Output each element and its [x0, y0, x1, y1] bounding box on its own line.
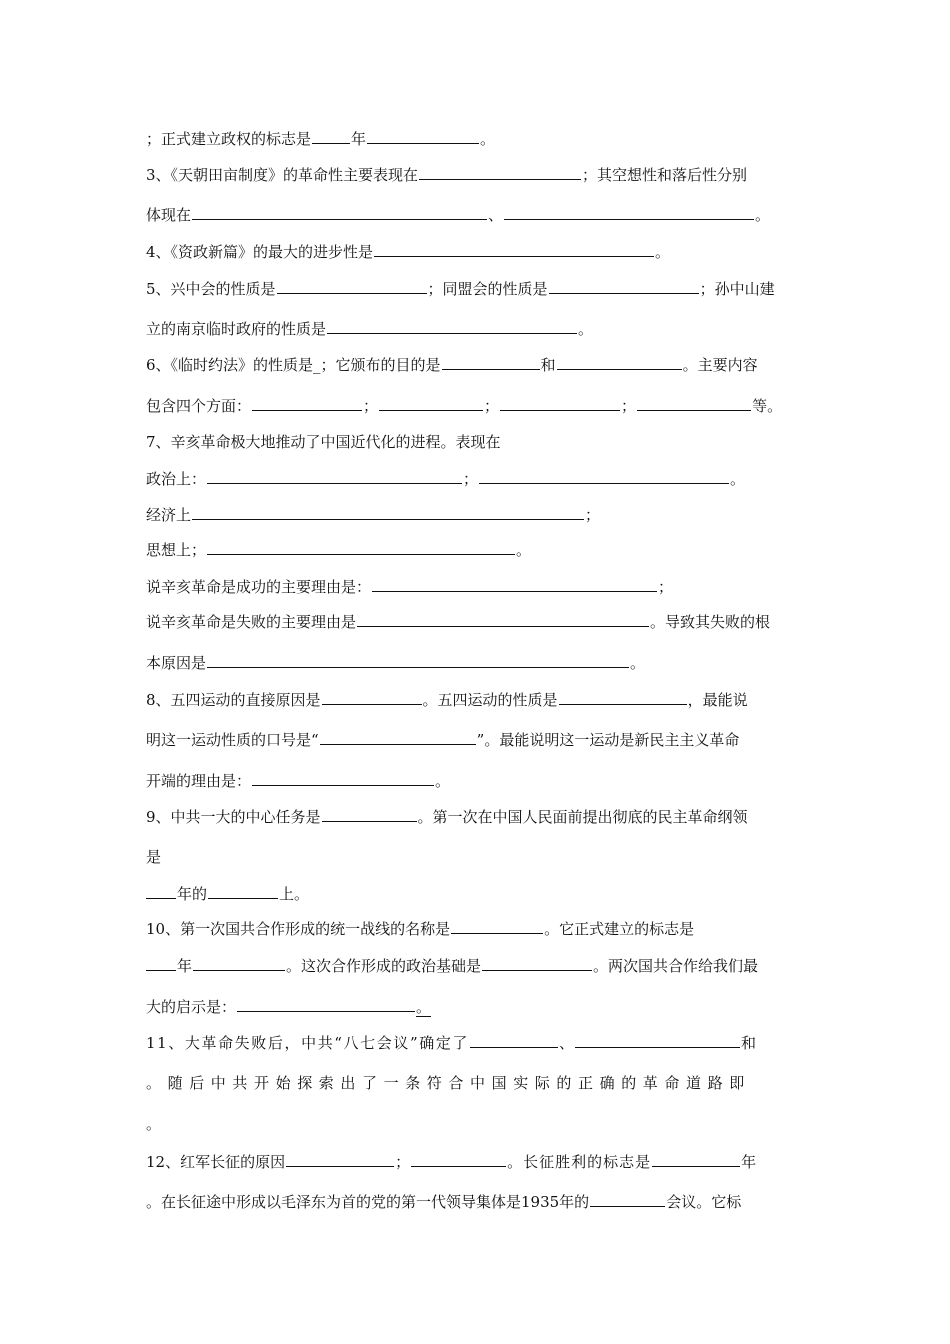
- text-line: 明这一运动性质的口号是“ ”。最能说明这一运动是新民主主义革命: [146, 731, 740, 749]
- fill-in-blank: [374, 241, 654, 257]
- fill-in-blank: [252, 770, 434, 786]
- fill-in-blank: [652, 1151, 740, 1167]
- fill-in-blank: [192, 204, 487, 220]
- text-line: 3、《天朝田亩制度》的革命性主要表现在 ；其空想性和落后性分别: [146, 166, 748, 184]
- text-line: 8、五四运动的直接原因是 。五四运动的性质是 ，最能说: [146, 691, 748, 709]
- text-line: 年的 上。: [146, 883, 309, 904]
- fill-in-blank: [379, 395, 483, 411]
- fill-in-blank: [146, 883, 176, 899]
- fill-in-blank: [277, 278, 427, 294]
- fill-in-blank: [442, 354, 540, 370]
- text-line: 说辛亥革命是失败的主要理由是 。导致其失败的根: [146, 613, 771, 631]
- fill-in-blank: [367, 128, 479, 144]
- fill-in-blank: [207, 468, 462, 484]
- fill-in-blank: [419, 164, 581, 180]
- fill-in-blank: [193, 955, 285, 971]
- text-line: 。在长征途中形成以毛泽东为首的党的第一代领导集体是1935年的 会议。它标: [146, 1193, 742, 1211]
- text-line: 。: [146, 1115, 162, 1133]
- text-line: 政治上： ； 。: [146, 470, 746, 488]
- fill-in-blank: [320, 729, 476, 745]
- fill-in-blank: [470, 1032, 558, 1048]
- text-line: 体现在 、 。: [146, 206, 771, 224]
- text-line: 大的启示是： 。: [146, 998, 432, 1016]
- text-line: 9、中共一大的中心任务是 。第一次在中国人民面前提出彻底的民主革命纲领: [146, 808, 748, 826]
- text-line: 10、第一次国共合作形成的统一战线的名称是 。它正式建立的标志是: [146, 920, 695, 938]
- fill-in-blank: [482, 955, 592, 971]
- text-line: 本原因是 。: [146, 654, 646, 672]
- fill-in-blank: [252, 395, 362, 411]
- text-line: 5、兴中会的性质是 ；同盟会的性质是 ；孙中山建: [146, 280, 775, 298]
- fill-in-blank: [286, 1151, 394, 1167]
- fill-in-blank: [559, 689, 687, 705]
- text-line: 包含四个方面： ； ； ； 等。: [146, 397, 783, 415]
- text-line: 4、《资政新篇》的最大的进步性是 。: [146, 243, 671, 261]
- fill-in-blank: [207, 652, 629, 668]
- fill-in-blank: [322, 689, 422, 705]
- text-line: 年 。这次合作形成的政治基础是 。两次国共合作给我们最: [146, 955, 758, 976]
- fill-in-blank: [637, 395, 751, 411]
- text-line: 12、红军长征的原因 ； 。长征胜利的标志是 年: [146, 1153, 757, 1171]
- fill-in-blank: [322, 806, 417, 822]
- text-line: 7、辛亥革命极大地推动了中国近代化的进程。表现在: [146, 433, 501, 451]
- fill-in-blank: [479, 468, 729, 484]
- fill-in-blank: [207, 539, 515, 555]
- text-line: ；正式建立政权的标志是 年 。: [146, 130, 496, 148]
- fill-in-blank: [372, 576, 657, 592]
- fill-in-blank: [549, 278, 699, 294]
- fill-in-blank: [451, 918, 543, 934]
- fill-in-blank: [500, 395, 620, 411]
- text-line: 立的南京临时政府的性质是 。: [146, 320, 594, 338]
- text-line: 11、大革命失败后，中共“八七会议”确定了 、 和: [146, 1034, 757, 1052]
- fill-in-blank: [192, 504, 584, 520]
- fill-in-blank: [411, 1151, 506, 1167]
- fill-in-blank: [504, 204, 754, 220]
- text-line: 说辛亥革命是成功的主要理由是： ；: [146, 578, 674, 596]
- text-line: 6、《临时约法》的性质是_；它颁布的目的是 和 。主要内容: [146, 356, 758, 374]
- fill-in-blank: [557, 354, 682, 370]
- text-line: 开端的理由是： 。: [146, 772, 451, 790]
- fill-in-blank: [208, 883, 278, 899]
- fill-in-blank: [312, 128, 350, 144]
- text-line: 思想上； 。: [146, 541, 532, 559]
- text-line: 经济上 ；: [146, 506, 601, 524]
- fill-in-blank: [357, 611, 649, 627]
- text-line: 。随后中共开始探索出了一条符合中国实际的正确的革命道路即: [146, 1074, 751, 1092]
- fill-in-blank: [590, 1191, 665, 1207]
- fill-in-blank: [327, 318, 577, 334]
- fill-in-blank: [146, 955, 176, 971]
- fill-in-blank: [237, 996, 415, 1012]
- text-line: 是: [146, 848, 162, 866]
- fill-in-blank: [575, 1032, 740, 1048]
